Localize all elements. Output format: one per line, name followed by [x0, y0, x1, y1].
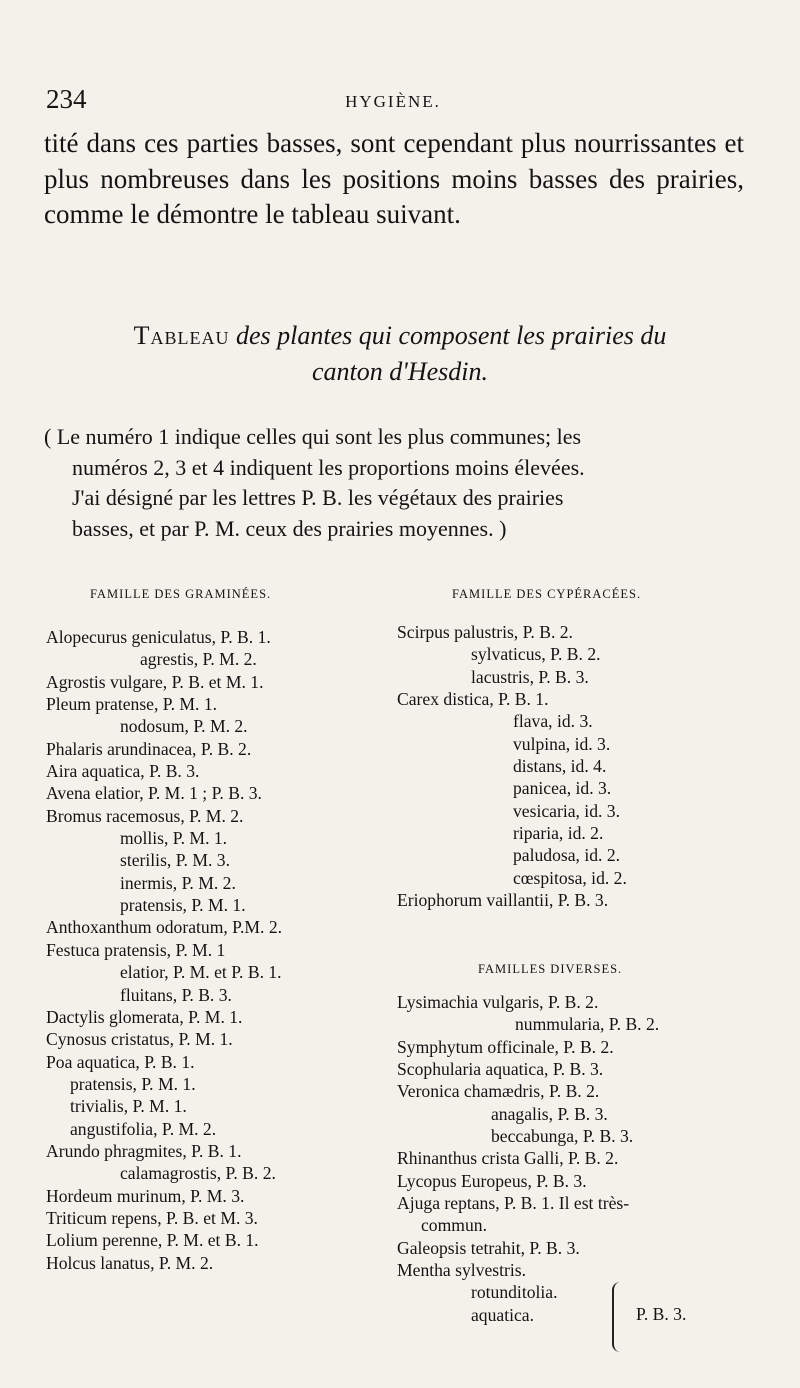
- list-item: beccabunga, P. B. 3.: [491, 1126, 634, 1147]
- list-item: sterilis, P. M. 3.: [120, 850, 230, 871]
- gramineae-heading: FAMILLE DES GRAMINÉES.: [90, 587, 272, 601]
- running-title: HYGIÈNE.: [345, 92, 441, 111]
- list-item: flava, id. 3.: [513, 711, 593, 732]
- list-item: Triticum repens, P. B. et M. 3.: [46, 1207, 258, 1228]
- list-item: Veronica chamædris, P. B. 2.: [397, 1081, 600, 1102]
- list-item: angustifolia, P. M. 2.: [70, 1118, 217, 1139]
- list-item: Galeopsis tetrahit, P. B. 3.: [397, 1237, 580, 1258]
- list-item: Lysimachia vulgaris, P. B. 2.: [397, 992, 599, 1012]
- list-item: inermis, P. M. 2.: [120, 872, 236, 893]
- list-item: pratensis, P. M. 1.: [120, 895, 246, 916]
- list-item: Poa aquatica, P. B. 1.: [46, 1051, 195, 1072]
- note-line: J'ai désigné par les lettres P. B. les végétaux des prairies: [72, 485, 564, 510]
- list-item: Eriophorum vaillantii, P. B. 3.: [397, 890, 609, 911]
- list-item: Aira aquatica, P. B. 3.: [46, 761, 200, 782]
- list-item: Carex disticа, P. B. 1.: [397, 689, 549, 710]
- list-item: aquatica.: [471, 1304, 535, 1325]
- bracket-label: P. B. 3.: [636, 1304, 687, 1324]
- intro-paragraph: tité dans ces parties basses, sont cependant plus nourrissantes et plus nombreuses dans les positions moins basses des prairies, comme le démontre le tableau suivant.: [44, 128, 744, 229]
- note-line: numéros 2, 3 et 4 indiquent les proportions moins élevées.: [72, 454, 585, 480]
- page-number: 234: [46, 84, 87, 114]
- list-item: fluitans, P. B. 3.: [120, 984, 232, 1005]
- diverses-list: [397, 991, 659, 1326]
- list-item: Cynosus cristatus, P. M. 1.: [46, 1029, 233, 1050]
- cyperaceae-list: [397, 621, 627, 911]
- list-item: Rhinanthus crista Galli, P. B. 2.: [397, 1148, 619, 1169]
- list-item: agrestis, P. M. 2.: [140, 649, 257, 670]
- list-item: Anthoxanthum odoratum, P.M. 2.: [46, 917, 283, 938]
- list-item: Symphytum officinale, P. B. 2.: [397, 1036, 614, 1057]
- list-item: vulpina, id. 3.: [513, 733, 611, 754]
- list-item: trivialis, P. M. 1.: [70, 1096, 187, 1117]
- list-item: Ajuga reptans, P. B. 1. Il est très-: [397, 1193, 630, 1214]
- table-title-lead: Tableau: [133, 321, 230, 350]
- list-item: distans, id. 4.: [513, 756, 607, 777]
- list-item: nodosum, P. M. 2.: [120, 716, 248, 737]
- list-item: Scirpus palustris, P. B. 2.: [397, 622, 573, 642]
- diverses-heading: FAMILLES DIVERSES.: [478, 962, 623, 976]
- list-item: Alopecurus geniculatus, P. B. 1.: [46, 627, 271, 647]
- list-item: pratensis, P. M. 1.: [70, 1073, 196, 1094]
- list-item: Arundo phragmites, P. B. 1.: [46, 1140, 242, 1161]
- list-item: Pleum pratense, P. M. 1.: [46, 694, 218, 715]
- table-title: [40, 318, 760, 390]
- curly-bracket: [612, 1282, 624, 1352]
- list-item: panicea, id. 3.: [513, 778, 612, 799]
- table-title-line1: des plantes qui composent les prairies du: [235, 321, 667, 350]
- list-item: riparia, id. 2.: [513, 823, 604, 844]
- note-line: basses, et par P. M. ceux des prairies moyennes. ): [72, 515, 507, 541]
- list-item: Bromus racemosus, P. M. 2.: [46, 805, 244, 826]
- list-item: anagalis, P. B. 3.: [491, 1103, 608, 1124]
- list-item: Agrostis vulgare, P. B. et M. 1.: [46, 671, 264, 692]
- list-item: Avena elatior, P. M. 1 ; P. B. 3.: [46, 783, 262, 804]
- list-item: Phalaris arundinacea, P. B. 2.: [46, 738, 252, 759]
- list-item: Hordeum murinum, P. M. 3.: [46, 1185, 245, 1206]
- list-item: lacustris, P. B. 3.: [471, 666, 589, 687]
- gramineae-list: [46, 626, 282, 1274]
- table-title-line2: canton d'Hesdin.: [312, 357, 488, 386]
- list-item: vesicaria, id. 3.: [513, 800, 620, 821]
- page-header: [46, 84, 740, 120]
- list-item: paludosa, id. 2.: [513, 845, 621, 866]
- list-item: Holcus lanatus, P. M. 2.: [46, 1252, 214, 1273]
- list-item: elatior, P. M. et P. B. 1.: [120, 962, 282, 983]
- list-item: Lolium perenne, P. M. et B. 1.: [46, 1230, 259, 1251]
- list-item: Mentha sylvestris.: [397, 1260, 527, 1281]
- list-item: Dactylis glomerata, P. M. 1.: [46, 1006, 243, 1027]
- list-item: Scophularia aquatica, P. B. 3.: [397, 1059, 604, 1080]
- list-item: cœspitosa, id. 2.: [513, 867, 627, 888]
- note-line: ( Le numéro 1 indique celles qui sont les plus communes; les: [44, 424, 582, 449]
- cyperaceae-heading: FAMILLE DES CYPÉRACÉES.: [452, 587, 642, 601]
- table-note: [44, 422, 746, 544]
- list-item: mollis, P. M. 1.: [120, 828, 228, 849]
- list-item: rotunditolia.: [471, 1282, 558, 1303]
- list-item: sylvaticus, P. B. 2.: [471, 644, 601, 665]
- list-item: calamagrostis, P. B. 2.: [120, 1163, 276, 1184]
- list-item: nummularia, P. B. 2.: [515, 1014, 660, 1035]
- list-item: commun.: [421, 1215, 487, 1236]
- list-item: Lycopus Europeus, P. B. 3.: [397, 1170, 587, 1191]
- list-item: Festuca pratensis, P. M. 1: [46, 939, 226, 960]
